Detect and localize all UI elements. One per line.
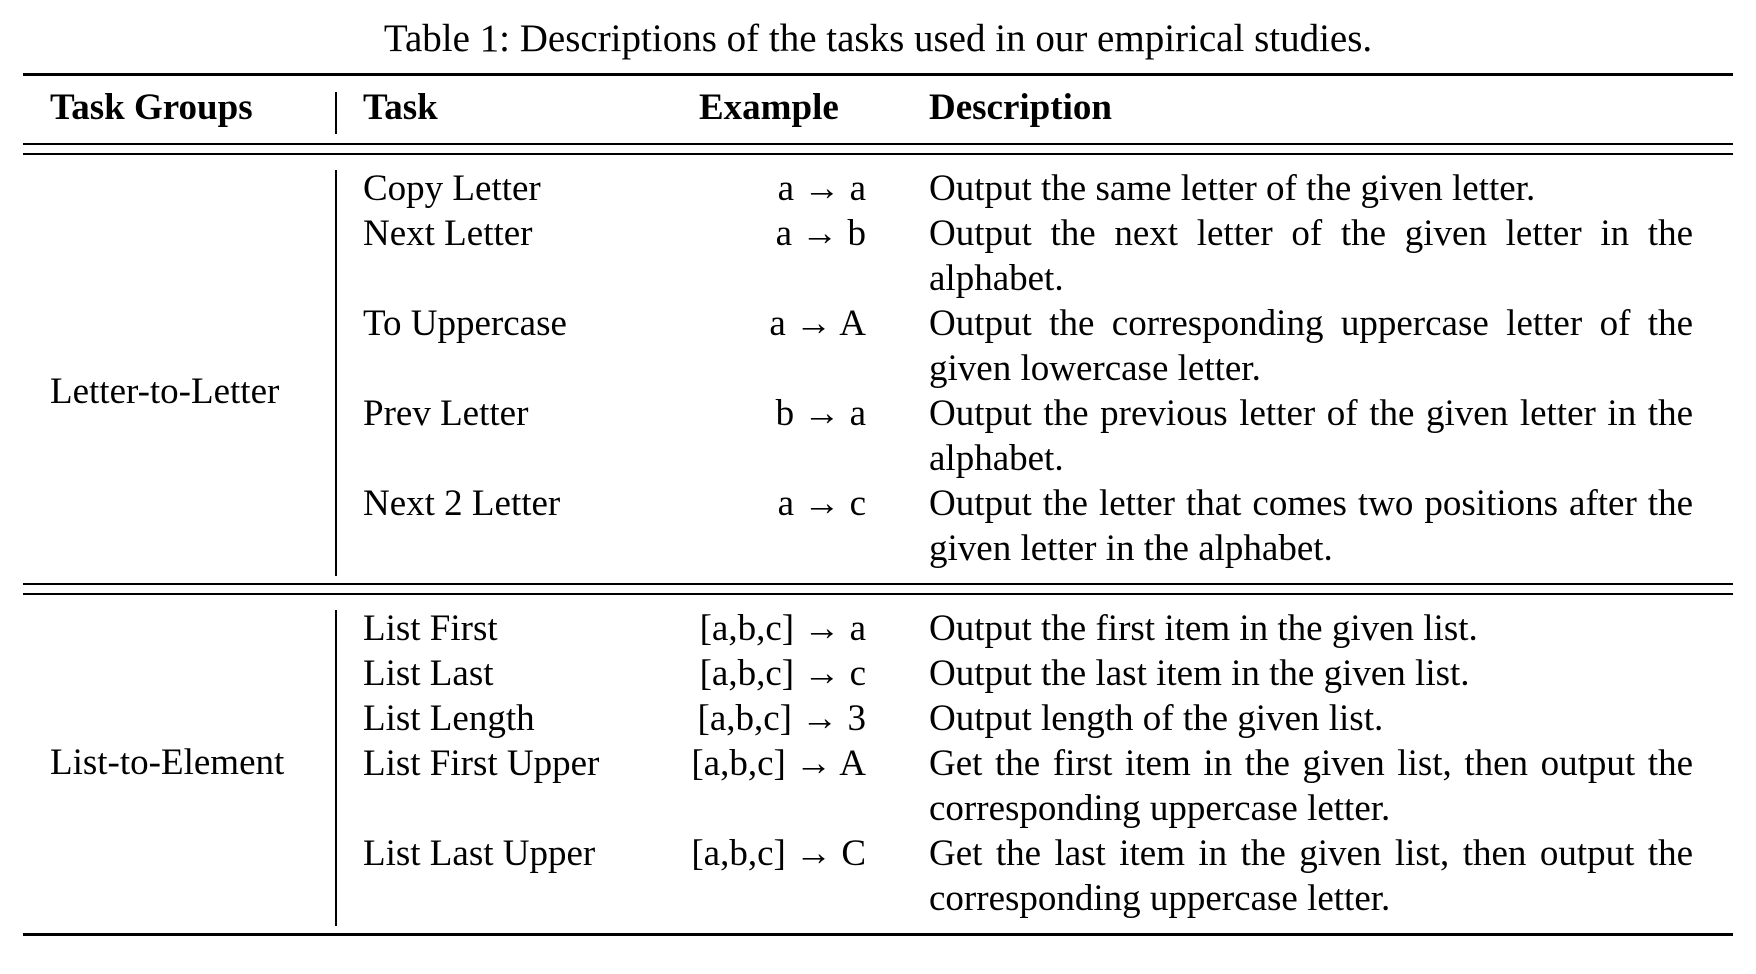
task-example: [a,b,c] → c bbox=[699, 653, 866, 694]
group-divider-letter-to-letter bbox=[335, 170, 337, 576]
task-name: Next Letter bbox=[363, 213, 533, 254]
task-name: List Last Upper bbox=[363, 833, 596, 874]
header-task: Task bbox=[363, 87, 438, 128]
header-divider bbox=[335, 92, 337, 134]
task-name: List Length bbox=[363, 698, 535, 739]
task-name: Prev Letter bbox=[363, 393, 529, 434]
task-description: Output the letter that comes two positions after the given letter in the alphabet. bbox=[929, 483, 1693, 569]
task-example: [a,b,c] → 3 bbox=[697, 698, 866, 739]
task-name: Copy Letter bbox=[363, 168, 541, 209]
task-example: a → A bbox=[769, 303, 866, 344]
task-example: a → b bbox=[775, 213, 866, 254]
task-description: Output length of the given list. bbox=[929, 698, 1384, 739]
table-caption: Table 1: Descriptions of the tasks used in our empirical studies. bbox=[383, 17, 1373, 60]
task-example: a → a bbox=[777, 168, 866, 209]
task-name: List Last bbox=[363, 653, 494, 694]
task-name: Next 2 Letter bbox=[363, 483, 561, 524]
task-description: Output the previous letter of the given letter in the alphabet. bbox=[929, 393, 1693, 479]
bottom-rule bbox=[23, 933, 1733, 936]
group-double-rule-upper bbox=[23, 583, 1733, 585]
task-name: To Uppercase bbox=[363, 303, 567, 344]
task-example: [a,b,c] → A bbox=[691, 743, 866, 784]
group-name-list-to-element: List-to-Element bbox=[50, 742, 285, 783]
group-name-letter-to-letter: Letter-to-Letter bbox=[50, 371, 280, 412]
task-description: Output the first item in the given list. bbox=[929, 608, 1478, 649]
task-name: List First bbox=[363, 608, 498, 649]
header-task-groups: Task Groups bbox=[50, 87, 253, 128]
header-example: Example bbox=[699, 87, 839, 128]
task-name: List First Upper bbox=[363, 743, 600, 784]
task-description: Get the first item in the given list, then output the corresponding uppercase letter. bbox=[929, 743, 1693, 829]
task-example: [a,b,c] → C bbox=[691, 833, 866, 874]
group-divider-list-to-element bbox=[335, 610, 337, 926]
task-description: Output the corresponding uppercase letter of the given lowercase letter. bbox=[929, 303, 1693, 389]
task-description: Output the next letter of the given letter in the alphabet. bbox=[929, 213, 1693, 299]
header-double-rule-upper bbox=[23, 143, 1733, 145]
group-double-rule-lower bbox=[23, 593, 1733, 595]
task-description: Output the same letter of the given letter. bbox=[929, 168, 1536, 209]
task-example: [a,b,c] → a bbox=[699, 608, 866, 649]
task-example: b → a bbox=[775, 393, 866, 434]
top-rule bbox=[23, 73, 1733, 76]
header-double-rule-lower bbox=[23, 153, 1733, 155]
task-description: Get the last item in the given list, then output the corresponding uppercase letter. bbox=[929, 833, 1693, 919]
header-description: Description bbox=[929, 87, 1112, 128]
task-description: Output the last item in the given list. bbox=[929, 653, 1470, 694]
task-example: a → c bbox=[777, 483, 866, 524]
